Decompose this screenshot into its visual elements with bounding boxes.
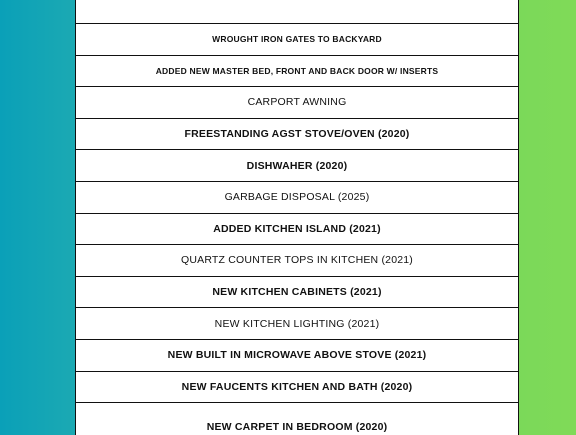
list-item-label: NEW BUILT IN MICROWAVE ABOVE STOVE (2021) <box>167 349 427 362</box>
list-item <box>76 87 518 119</box>
list-item <box>76 150 518 182</box>
list-item-label: FREESTANDING AGST STOVE/OVEN (2020) <box>184 128 410 141</box>
list-item <box>76 119 518 151</box>
list-item <box>76 403 518 435</box>
list-item <box>76 0 518 24</box>
list-item-label: ADDED KITCHEN ISLAND (2021) <box>213 222 381 235</box>
list-item-label: CARPORT AWNING <box>247 96 347 109</box>
list-item-label: ADDED NEW MASTER BED, FRONT AND BACK DOOR W/ INSERTS <box>155 65 439 76</box>
list-item-label: NEW KITCHEN CABINETS (2021) <box>212 286 382 299</box>
list-item <box>76 308 518 340</box>
list-item-label: DISHWAHER (2020) <box>246 159 348 172</box>
list-item <box>76 372 518 404</box>
list-item-label: GARBAGE DISPOSAL (2025) <box>224 191 370 204</box>
list-item-label: NEW CARPET IN BEDROOM (2020) <box>206 420 388 433</box>
upgrades-list <box>75 0 519 435</box>
list-item <box>76 24 518 56</box>
list-item <box>76 214 518 246</box>
list-item <box>76 245 518 277</box>
list-item <box>76 182 518 214</box>
list-item-label: NEW FAUCENTS KITCHEN AND BATH (2020) <box>181 380 413 393</box>
list-item-label: NEW KITCHEN LIGHTING (2021) <box>214 317 380 330</box>
list-item <box>76 277 518 309</box>
list-item <box>76 340 518 372</box>
list-item-label: QUARTZ COUNTER TOPS IN KITCHEN (2021) <box>180 254 414 267</box>
list-item <box>76 56 518 88</box>
list-item-label: WROUGHT IRON GATES TO BACKYARD <box>212 34 382 45</box>
